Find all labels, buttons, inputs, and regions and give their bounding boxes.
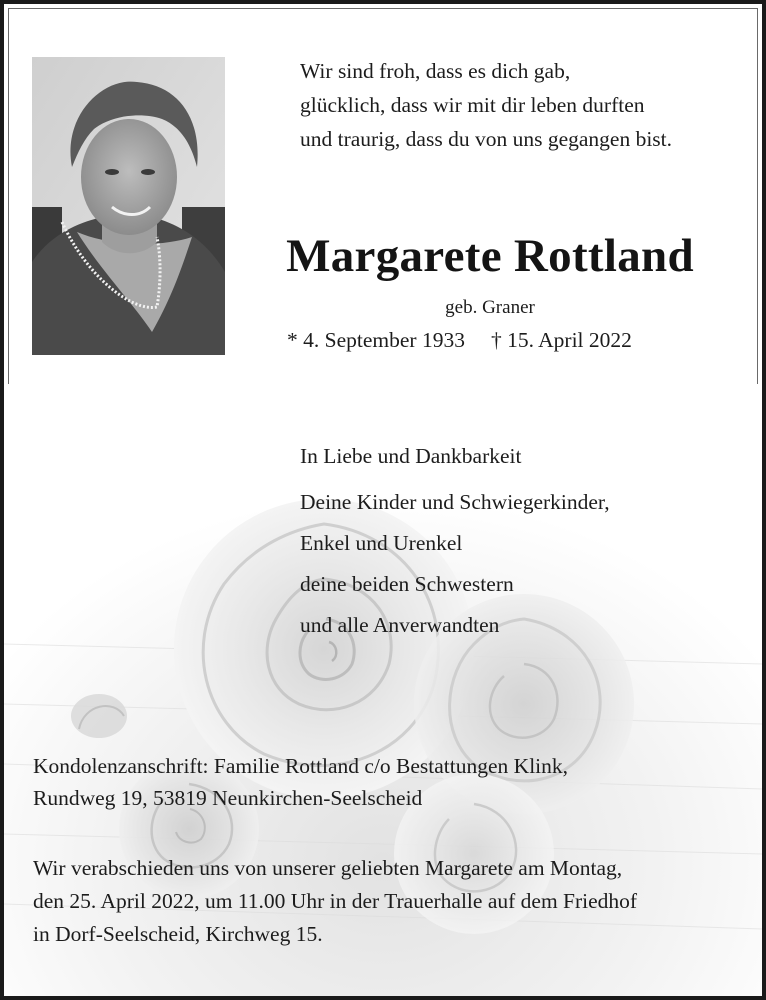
mourner-line: und alle Anverwandten [300, 613, 500, 637]
birth-date: * 4. September 1933 [287, 328, 465, 352]
rose-bud [71, 694, 127, 738]
death-date: † 15. April 2022 [490, 328, 632, 352]
deceased-name: Margarete Rottland [286, 230, 694, 282]
condolence-line-2: Rundweg 19, 53819 Neunkirchen-Seelscheid [33, 786, 423, 810]
mourner-line: deine beiden Schwestern [300, 572, 514, 596]
condolence-address [33, 750, 568, 814]
maiden-name: geb. Graner [445, 297, 535, 318]
portrait-photo [32, 57, 225, 355]
poem-line-3: und traurig, dass du von uns gegangen bist. [300, 127, 673, 151]
poem-quote [300, 54, 750, 156]
funeral-line-2: den 25. April 2022, um 11.00 Uhr in der Trauerhalle auf dem Friedhof [33, 889, 638, 913]
poem-line-2: glücklich, dass wir mit dir leben durften [300, 93, 645, 117]
condolence-line-1: Kondolenzanschrift: Familie Rottland c/o Bestattungen Klink, [33, 754, 569, 778]
funeral-line-1: Wir verabschieden uns von unserer geliebten Margarete am Montag, [33, 856, 623, 880]
mourners-intro: In Liebe und Dankbarkeit [300, 444, 522, 468]
funeral-line-3: in Dorf-Seelscheid, Kirchweg 15. [33, 922, 323, 946]
poem-line-1: Wir sind froh, dass es dich gab, [300, 59, 571, 83]
funeral-info [33, 852, 637, 951]
mourner-line: Deine Kinder und Schwiegerkinder, [300, 490, 610, 514]
mourners-list [300, 440, 610, 646]
mourner-line: Enkel und Urenkel [300, 531, 463, 555]
life-dates [287, 326, 632, 354]
